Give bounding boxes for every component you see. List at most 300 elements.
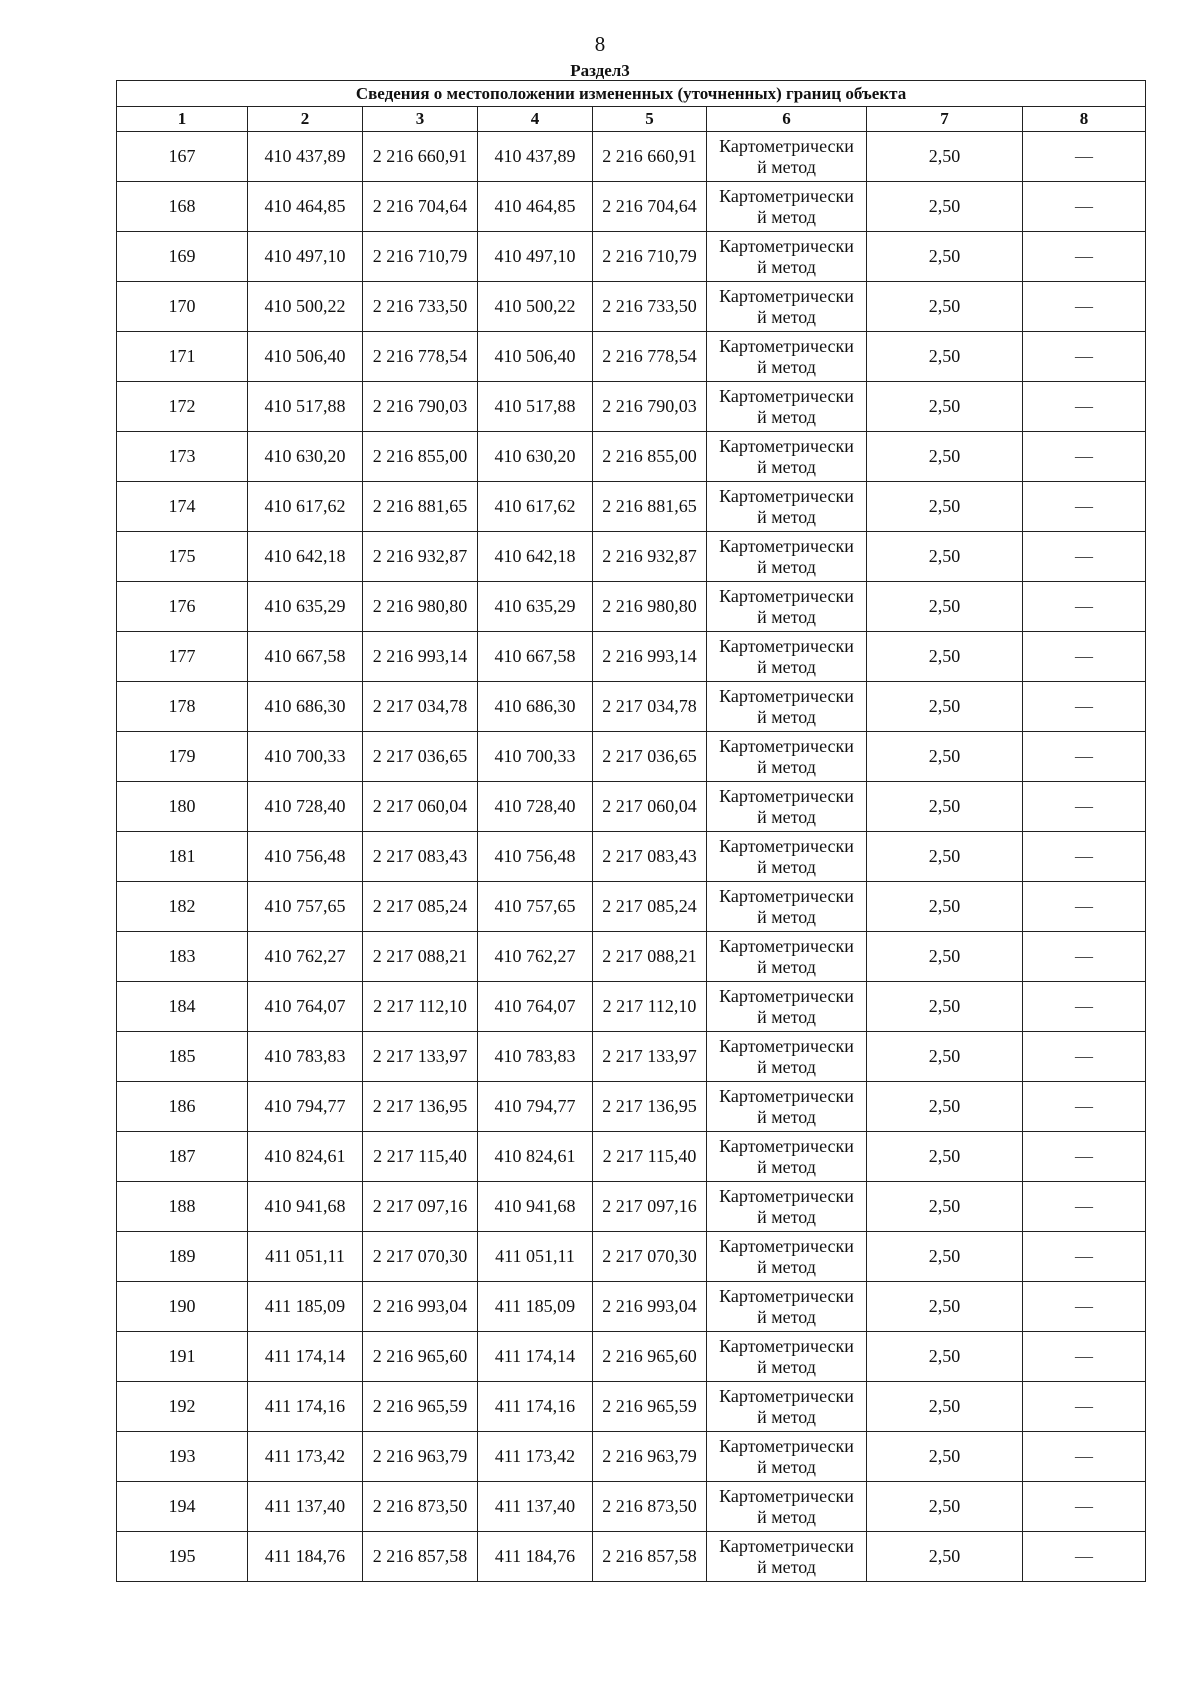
x-new-cell: 410 642,18 [478, 532, 593, 582]
table-body [117, 132, 1146, 1582]
y-new-cell: 2 217 097,16 [593, 1182, 707, 1232]
method-text-line: Картометрически [719, 435, 854, 456]
accuracy-cell: 2,50 [867, 882, 1023, 932]
description-cell: — [1023, 632, 1146, 682]
accuracy-cell: 2,50 [867, 1332, 1023, 1382]
y-old-cell: 2 216 778,54 [363, 332, 478, 382]
y-old-cell: 2 216 963,79 [363, 1432, 478, 1482]
method-cell [707, 1482, 867, 1532]
method-text-line: Картометрически [719, 1135, 854, 1156]
x-new-cell: 410 497,10 [478, 232, 593, 282]
table-row [117, 232, 1146, 282]
y-new-cell: 2 217 083,43 [593, 832, 707, 882]
y-new-cell: 2 216 857,58 [593, 1532, 707, 1582]
x-old-cell: 411 173,42 [248, 1432, 363, 1482]
description-cell: — [1023, 982, 1146, 1032]
point-number-cell: 172 [117, 382, 248, 432]
accuracy-cell: 2,50 [867, 132, 1023, 182]
x-new-cell: 410 824,61 [478, 1132, 593, 1182]
method-text-line: й метод [757, 1456, 816, 1477]
method-text-line: й метод [757, 1006, 816, 1027]
page-number: 8 [594, 32, 606, 56]
x-new-cell: 410 464,85 [478, 182, 593, 232]
column-number-header: 5 [593, 107, 707, 132]
y-new-cell: 2 217 115,40 [593, 1132, 707, 1182]
y-new-cell: 2 216 965,60 [593, 1332, 707, 1382]
y-old-cell: 2 217 036,65 [363, 732, 478, 782]
x-new-cell: 410 506,40 [478, 332, 593, 382]
method-cell [707, 1332, 867, 1382]
y-new-cell: 2 217 112,10 [593, 982, 707, 1032]
point-number-cell: 184 [117, 982, 248, 1032]
y-old-cell: 2 216 660,91 [363, 132, 478, 182]
method-text-line: Картометрически [719, 935, 854, 956]
x-old-cell: 411 174,14 [248, 1332, 363, 1382]
x-new-cell: 411 051,11 [478, 1232, 593, 1282]
method-text-line: й метод [757, 206, 816, 227]
method-text-line: Картометрически [719, 1285, 854, 1306]
method-text-line: Картометрически [719, 235, 854, 256]
accuracy-cell: 2,50 [867, 432, 1023, 482]
table-row [117, 582, 1146, 632]
point-number-cell: 192 [117, 1382, 248, 1432]
y-old-cell: 2 216 932,87 [363, 532, 478, 582]
method-text-line: й метод [757, 756, 816, 777]
point-number-cell: 167 [117, 132, 248, 182]
point-number-cell: 183 [117, 932, 248, 982]
x-old-cell: 411 184,76 [248, 1532, 363, 1582]
description-cell: — [1023, 932, 1146, 982]
method-text-line: Картометрически [719, 1485, 854, 1506]
y-new-cell: 2 217 133,97 [593, 1032, 707, 1082]
x-new-cell: 411 174,14 [478, 1332, 593, 1382]
x-old-cell: 410 497,10 [248, 232, 363, 282]
method-cell [707, 932, 867, 982]
accuracy-cell: 2,50 [867, 1232, 1023, 1282]
table-row [117, 532, 1146, 582]
accuracy-cell: 2,50 [867, 282, 1023, 332]
method-cell [707, 582, 867, 632]
x-new-cell: 410 756,48 [478, 832, 593, 882]
method-text-line: Картометрически [719, 1435, 854, 1456]
method-cell [707, 682, 867, 732]
method-cell [707, 232, 867, 282]
description-cell: — [1023, 832, 1146, 882]
y-new-cell: 2 216 733,50 [593, 282, 707, 332]
y-new-cell: 2 217 070,30 [593, 1232, 707, 1282]
table-caption: Сведения о местоположении измененных (уточненных) границ объекта [117, 81, 1146, 107]
method-text-line: Картометрически [719, 485, 854, 506]
column-number-header: 4 [478, 107, 593, 132]
y-new-cell: 2 216 790,03 [593, 382, 707, 432]
description-cell: — [1023, 532, 1146, 582]
table-row [117, 632, 1146, 682]
column-number-header: 2 [248, 107, 363, 132]
description-cell: — [1023, 1482, 1146, 1532]
x-new-cell: 411 184,76 [478, 1532, 593, 1582]
method-text-line: й метод [757, 1156, 816, 1177]
table-row [117, 1282, 1146, 1332]
description-cell: — [1023, 1432, 1146, 1482]
description-cell: — [1023, 1232, 1146, 1282]
method-cell [707, 782, 867, 832]
method-text-line: й метод [757, 1556, 816, 1577]
description-cell: — [1023, 482, 1146, 532]
description-cell: — [1023, 1082, 1146, 1132]
coordinates-table-container [116, 80, 1145, 1582]
y-old-cell: 2 217 097,16 [363, 1182, 478, 1232]
point-number-cell: 178 [117, 682, 248, 732]
x-new-cell: 410 635,29 [478, 582, 593, 632]
description-cell: — [1023, 1532, 1146, 1582]
column-number-header: 3 [363, 107, 478, 132]
description-cell: — [1023, 1132, 1146, 1182]
method-text-line: Картометрически [719, 1035, 854, 1056]
method-text-line: Картометрически [719, 1535, 854, 1556]
accuracy-cell: 2,50 [867, 1432, 1023, 1482]
x-new-cell: 410 630,20 [478, 432, 593, 482]
point-number-cell: 168 [117, 182, 248, 232]
y-old-cell: 2 216 857,58 [363, 1532, 478, 1582]
y-new-cell: 2 217 136,95 [593, 1082, 707, 1132]
method-text-line: й метод [757, 1256, 816, 1277]
point-number-cell: 193 [117, 1432, 248, 1482]
point-number-cell: 181 [117, 832, 248, 882]
y-old-cell: 2 217 115,40 [363, 1132, 478, 1182]
x-new-cell: 410 517,88 [478, 382, 593, 432]
description-cell: — [1023, 882, 1146, 932]
description-cell: — [1023, 1032, 1146, 1082]
method-cell [707, 282, 867, 332]
x-new-cell: 410 941,68 [478, 1182, 593, 1232]
x-new-cell: 410 764,07 [478, 982, 593, 1032]
point-number-cell: 187 [117, 1132, 248, 1182]
y-old-cell: 2 217 133,97 [363, 1032, 478, 1082]
accuracy-cell: 2,50 [867, 782, 1023, 832]
column-number-header: 7 [867, 107, 1023, 132]
accuracy-cell: 2,50 [867, 482, 1023, 532]
x-old-cell: 410 700,33 [248, 732, 363, 782]
y-old-cell: 2 216 733,50 [363, 282, 478, 332]
method-cell [707, 432, 867, 482]
x-old-cell: 410 756,48 [248, 832, 363, 882]
accuracy-cell: 2,50 [867, 1382, 1023, 1432]
x-new-cell: 410 617,62 [478, 482, 593, 532]
method-text-line: Картометрически [719, 685, 854, 706]
y-old-cell: 2 216 790,03 [363, 382, 478, 432]
table-row [117, 1182, 1146, 1232]
y-new-cell: 2 216 710,79 [593, 232, 707, 282]
table-row [117, 282, 1146, 332]
point-number-cell: 191 [117, 1332, 248, 1382]
method-text-line: й метод [757, 456, 816, 477]
table-row [117, 732, 1146, 782]
table-row [117, 332, 1146, 382]
description-cell: — [1023, 1382, 1146, 1432]
description-cell: — [1023, 732, 1146, 782]
method-text-line: й метод [757, 256, 816, 277]
x-old-cell: 410 437,89 [248, 132, 363, 182]
method-cell [707, 1132, 867, 1182]
table-row [117, 1232, 1146, 1282]
x-old-cell: 410 824,61 [248, 1132, 363, 1182]
method-text-line: Картометрически [719, 785, 854, 806]
method-text-line: й метод [757, 506, 816, 527]
point-number-cell: 175 [117, 532, 248, 582]
accuracy-cell: 2,50 [867, 732, 1023, 782]
method-cell [707, 832, 867, 882]
accuracy-cell: 2,50 [867, 632, 1023, 682]
y-old-cell: 2 216 881,65 [363, 482, 478, 532]
method-text-line: Картометрически [719, 1185, 854, 1206]
method-text-line: й метод [757, 906, 816, 927]
method-cell [707, 1432, 867, 1482]
point-number-cell: 188 [117, 1182, 248, 1232]
x-new-cell: 411 185,09 [478, 1282, 593, 1332]
method-text-line: й метод [757, 656, 816, 677]
accuracy-cell: 2,50 [867, 1032, 1023, 1082]
method-text-line: Картометрически [719, 885, 854, 906]
y-new-cell: 2 216 881,65 [593, 482, 707, 532]
point-number-cell: 171 [117, 332, 248, 382]
y-old-cell: 2 217 112,10 [363, 982, 478, 1032]
method-text-line: й метод [757, 1306, 816, 1327]
method-text-line: Картометрически [719, 535, 854, 556]
point-number-cell: 182 [117, 882, 248, 932]
y-new-cell: 2 217 036,65 [593, 732, 707, 782]
x-old-cell: 410 517,88 [248, 382, 363, 432]
method-text-line: Картометрически [719, 635, 854, 656]
y-old-cell: 2 216 873,50 [363, 1482, 478, 1532]
table-row [117, 982, 1146, 1032]
x-old-cell: 410 764,07 [248, 982, 363, 1032]
y-old-cell: 2 216 704,64 [363, 182, 478, 232]
table-row [117, 682, 1146, 732]
table-row [117, 832, 1146, 882]
description-cell: — [1023, 782, 1146, 832]
x-old-cell: 410 506,40 [248, 332, 363, 382]
x-old-cell: 411 174,16 [248, 1382, 363, 1432]
y-old-cell: 2 217 085,24 [363, 882, 478, 932]
y-new-cell: 2 217 088,21 [593, 932, 707, 982]
y-new-cell: 2 217 060,04 [593, 782, 707, 832]
point-number-cell: 194 [117, 1482, 248, 1532]
x-new-cell: 411 137,40 [478, 1482, 593, 1532]
accuracy-cell: 2,50 [867, 332, 1023, 382]
column-number-header: 1 [117, 107, 248, 132]
y-old-cell: 2 217 034,78 [363, 682, 478, 732]
y-new-cell: 2 216 965,59 [593, 1382, 707, 1432]
method-text-line: й метод [757, 856, 816, 877]
x-old-cell: 410 941,68 [248, 1182, 363, 1232]
accuracy-cell: 2,50 [867, 182, 1023, 232]
y-old-cell: 2 216 980,80 [363, 582, 478, 632]
table-row [117, 1532, 1146, 1582]
accuracy-cell: 2,50 [867, 1082, 1023, 1132]
method-text-line: й метод [757, 956, 816, 977]
accuracy-cell: 2,50 [867, 1482, 1023, 1532]
point-number-cell: 189 [117, 1232, 248, 1282]
description-cell: — [1023, 582, 1146, 632]
accuracy-cell: 2,50 [867, 382, 1023, 432]
y-old-cell: 2 216 965,60 [363, 1332, 478, 1382]
y-new-cell: 2 216 980,80 [593, 582, 707, 632]
y-old-cell: 2 216 855,00 [363, 432, 478, 482]
point-number-cell: 185 [117, 1032, 248, 1082]
method-cell [707, 1032, 867, 1082]
accuracy-cell: 2,50 [867, 832, 1023, 882]
y-new-cell: 2 216 704,64 [593, 182, 707, 232]
table-row [117, 1382, 1146, 1432]
section-title: Раздел3 [570, 61, 630, 80]
point-number-cell: 179 [117, 732, 248, 782]
x-old-cell: 410 728,40 [248, 782, 363, 832]
accuracy-cell: 2,50 [867, 982, 1023, 1032]
x-new-cell: 410 700,33 [478, 732, 593, 782]
method-cell [707, 382, 867, 432]
method-cell [707, 632, 867, 682]
description-cell: — [1023, 132, 1146, 182]
y-old-cell: 2 216 993,14 [363, 632, 478, 682]
point-number-cell: 173 [117, 432, 248, 482]
accuracy-cell: 2,50 [867, 232, 1023, 282]
x-old-cell: 410 635,29 [248, 582, 363, 632]
y-new-cell: 2 216 778,54 [593, 332, 707, 382]
method-text-line: й метод [757, 706, 816, 727]
method-cell [707, 532, 867, 582]
column-number-header: 8 [1023, 107, 1146, 132]
description-cell: — [1023, 1282, 1146, 1332]
method-cell [707, 182, 867, 232]
table-row [117, 182, 1146, 232]
accuracy-cell: 2,50 [867, 932, 1023, 982]
x-old-cell: 411 137,40 [248, 1482, 363, 1532]
y-new-cell: 2 216 993,14 [593, 632, 707, 682]
description-cell: — [1023, 682, 1146, 732]
method-text-line: й метод [757, 356, 816, 377]
y-old-cell: 2 217 136,95 [363, 1082, 478, 1132]
method-text-line: Картометрически [719, 1085, 854, 1106]
method-text-line: Картометрически [719, 135, 854, 156]
table-row [117, 432, 1146, 482]
x-old-cell: 410 757,65 [248, 882, 363, 932]
method-text-line: й метод [757, 156, 816, 177]
accuracy-cell: 2,50 [867, 1182, 1023, 1232]
accuracy-cell: 2,50 [867, 1282, 1023, 1332]
method-cell [707, 1232, 867, 1282]
accuracy-cell: 2,50 [867, 682, 1023, 732]
description-cell: — [1023, 382, 1146, 432]
point-number-cell: 170 [117, 282, 248, 332]
method-text-line: й метод [757, 1056, 816, 1077]
x-old-cell: 411 185,09 [248, 1282, 363, 1332]
x-new-cell: 410 437,89 [478, 132, 593, 182]
table-row [117, 482, 1146, 532]
method-text-line: Картометрически [719, 335, 854, 356]
point-number-cell: 169 [117, 232, 248, 282]
table-row [117, 782, 1146, 832]
y-old-cell: 2 217 088,21 [363, 932, 478, 982]
y-new-cell: 2 217 034,78 [593, 682, 707, 732]
x-old-cell: 410 762,27 [248, 932, 363, 982]
x-new-cell: 410 783,83 [478, 1032, 593, 1082]
x-old-cell: 410 783,83 [248, 1032, 363, 1082]
x-old-cell: 410 686,30 [248, 682, 363, 732]
accuracy-cell: 2,50 [867, 1532, 1023, 1582]
column-number-header: 6 [707, 107, 867, 132]
description-cell: — [1023, 232, 1146, 282]
y-new-cell: 2 216 932,87 [593, 532, 707, 582]
y-new-cell: 2 216 993,04 [593, 1282, 707, 1332]
y-new-cell: 2 217 085,24 [593, 882, 707, 932]
method-text-line: Картометрически [719, 285, 854, 306]
method-cell [707, 982, 867, 1032]
accuracy-cell: 2,50 [867, 532, 1023, 582]
method-cell [707, 732, 867, 782]
coordinates-table [116, 80, 1146, 1582]
table-row [117, 882, 1146, 932]
x-new-cell: 410 667,58 [478, 632, 593, 682]
method-cell [707, 332, 867, 382]
x-old-cell: 410 794,77 [248, 1082, 363, 1132]
table-row [117, 1132, 1146, 1182]
x-new-cell: 410 686,30 [478, 682, 593, 732]
description-cell: — [1023, 282, 1146, 332]
method-text-line: й метод [757, 606, 816, 627]
point-number-cell: 174 [117, 482, 248, 532]
method-cell [707, 1532, 867, 1582]
x-old-cell: 411 051,11 [248, 1232, 363, 1282]
point-number-cell: 180 [117, 782, 248, 832]
x-new-cell: 411 173,42 [478, 1432, 593, 1482]
method-text-line: Картометрически [719, 385, 854, 406]
x-old-cell: 410 617,62 [248, 482, 363, 532]
x-new-cell: 410 757,65 [478, 882, 593, 932]
point-number-cell: 195 [117, 1532, 248, 1582]
description-cell: — [1023, 432, 1146, 482]
method-text-line: й метод [757, 406, 816, 427]
method-cell [707, 482, 867, 532]
x-old-cell: 410 667,58 [248, 632, 363, 682]
method-cell [707, 1282, 867, 1332]
method-text-line: Картометрически [719, 185, 854, 206]
method-cell [707, 882, 867, 932]
table-row [117, 1082, 1146, 1132]
column-number-row [117, 107, 1146, 132]
description-cell: — [1023, 1332, 1146, 1382]
method-cell [707, 1182, 867, 1232]
y-old-cell: 2 217 083,43 [363, 832, 478, 882]
y-old-cell: 2 217 060,04 [363, 782, 478, 832]
y-new-cell: 2 216 873,50 [593, 1482, 707, 1532]
table-caption-row [117, 81, 1146, 107]
method-text-line: й метод [757, 1406, 816, 1427]
accuracy-cell: 2,50 [867, 582, 1023, 632]
x-old-cell: 410 642,18 [248, 532, 363, 582]
description-cell: — [1023, 1182, 1146, 1232]
y-new-cell: 2 216 855,00 [593, 432, 707, 482]
table-row [117, 1032, 1146, 1082]
point-number-cell: 186 [117, 1082, 248, 1132]
x-new-cell: 410 762,27 [478, 932, 593, 982]
y-new-cell: 2 216 963,79 [593, 1432, 707, 1482]
y-old-cell: 2 217 070,30 [363, 1232, 478, 1282]
point-number-cell: 176 [117, 582, 248, 632]
table-row [117, 932, 1146, 982]
table-row [117, 1332, 1146, 1382]
x-old-cell: 410 630,20 [248, 432, 363, 482]
method-text-line: й метод [757, 1206, 816, 1227]
